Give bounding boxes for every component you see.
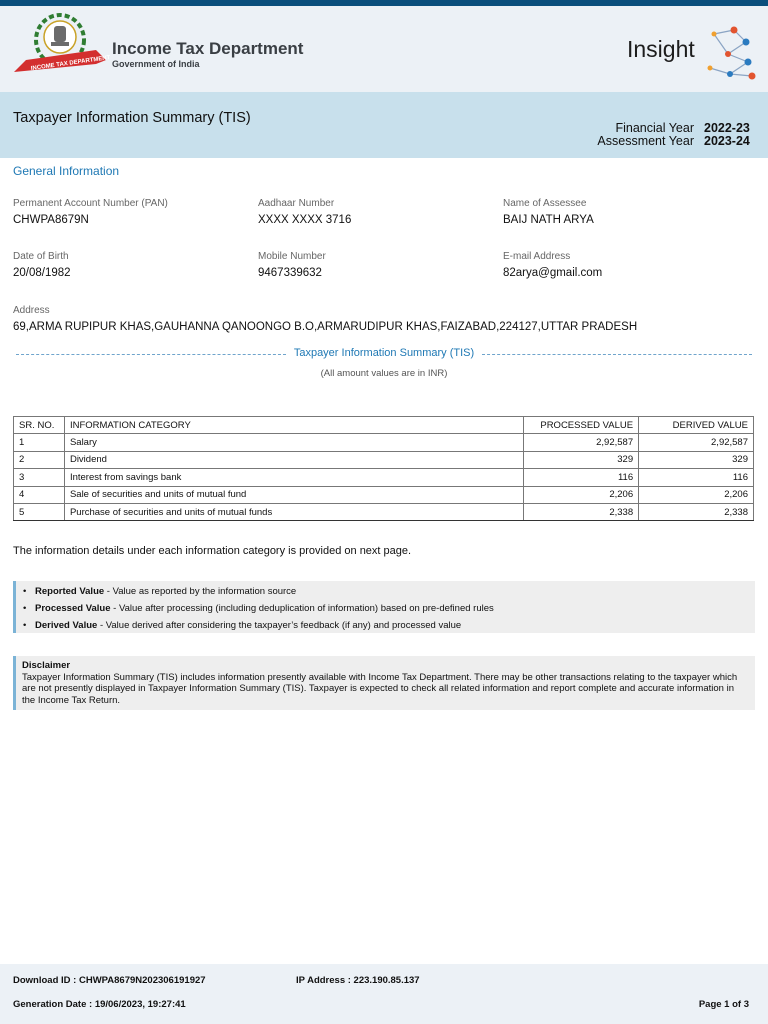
- table-row: [14, 503, 754, 520]
- page-title: Taxpayer Information Summary (TIS): [13, 110, 251, 126]
- definition-term: Processed Value: [35, 602, 111, 614]
- aadhaar-value: XXXX XXXX 3716: [258, 214, 352, 226]
- definition-item: [23, 619, 755, 636]
- category-cell: Purchase of securities and units of mutual funds: [64, 503, 523, 520]
- derived-value-cell: 116: [639, 469, 754, 486]
- table-row: [14, 451, 754, 468]
- processed-value-cell: 2,206: [524, 486, 639, 503]
- insight-network-icon: [704, 24, 764, 84]
- tis-section-divider: [16, 347, 752, 361]
- mobile-value: 9467339632: [258, 267, 322, 279]
- assessment-year-label: Assessment Year: [597, 134, 694, 148]
- dob-label: Date of Birth: [13, 251, 69, 262]
- table-row: [14, 486, 754, 503]
- financial-year: [615, 121, 752, 135]
- ip-address: IP Address : 223.190.85.137: [296, 975, 420, 986]
- processed-value-cell: 329: [524, 451, 639, 468]
- definition-term: Derived Value: [35, 619, 98, 631]
- pan-value: CHWPA8679N: [13, 214, 89, 226]
- processed-value-cell: 2,92,587: [524, 434, 639, 451]
- definition-text: - Value as reported by the information source: [104, 586, 297, 597]
- column-header-category: INFORMATION CATEGORY: [64, 417, 523, 434]
- address-value: 69,ARMA RUPIPUR KHAS,GAUHANNA QANOONGO B.O,ARMARUDIPUR KHAS,FAIZABAD,224127,UTTAR PRADESH: [13, 321, 638, 333]
- address-label: Address: [13, 305, 50, 316]
- table-row: [14, 434, 754, 451]
- pan-label: Permanent Account Number (PAN): [13, 198, 168, 209]
- assessee-name-label: Name of Assessee: [503, 198, 587, 209]
- email-label: E-mail Address: [503, 251, 571, 262]
- definition-text: - Value derived after considering the taxpayer’s feedback (if any) and processed value: [97, 619, 462, 631]
- tis-summary-table: [13, 416, 754, 521]
- financial-year-value: 2022-23: [704, 121, 750, 135]
- department-subtitle: Government of India: [112, 59, 200, 69]
- page-number: Page 1 of 3: [698, 999, 749, 1010]
- column-header-processed-value: PROCESSED VALUE: [524, 417, 639, 434]
- bullet-icon: •: [23, 602, 27, 614]
- general-information-heading: General Information: [13, 164, 120, 178]
- disclaimer-box: [13, 656, 755, 710]
- dob-value: 20/08/1982: [13, 267, 71, 279]
- assessee-name-value: BAIJ NATH ARYA: [503, 214, 594, 226]
- processed-value-cell: 2,338: [524, 503, 639, 520]
- tis-section-title: Taxpayer Information Summary (TIS): [293, 347, 475, 359]
- assessment-year-value: 2023-24: [704, 134, 750, 148]
- table-header-row: [14, 417, 754, 434]
- sr-no-cell: 1: [14, 434, 65, 451]
- aadhaar-label: Aadhaar Number: [258, 198, 335, 209]
- page-footer: [0, 964, 768, 1024]
- value-definitions-box: [13, 581, 755, 633]
- table-row: [14, 469, 754, 486]
- financial-year-label: Financial Year: [615, 121, 694, 135]
- disclaimer-text: Taxpayer Information Summary (TIS) includes information presently available with Income Tax Department. There may be other transactions relating to the taxpayer which are not presently displayed in Taxpayer Information Summary (TIS). Taxpayer is expected to check all related information and report complete and accurate information in the Income Tax Return.: [22, 671, 738, 706]
- category-cell: Sale of securities and units of mutual fund: [64, 486, 523, 503]
- column-header-sr-no: SR. NO.: [14, 417, 65, 434]
- sr-no-cell: 5: [14, 503, 65, 520]
- assessment-year: [597, 134, 752, 148]
- emblem-banner-text: INCOME TAX DEPARTMENT: [30, 55, 111, 73]
- department-title: Income Tax Department: [112, 39, 304, 58]
- income-tax-emblem-icon: [12, 10, 112, 80]
- definition-text: - Value after processing (including deduplication of information) based on pre-defined rules: [110, 602, 494, 614]
- derived-value-cell: 2,92,587: [639, 434, 754, 451]
- disclaimer-heading: Disclaimer: [22, 660, 71, 671]
- processed-value-cell: 116: [524, 469, 639, 486]
- currency-note: (All amount values are in INR): [320, 368, 448, 379]
- divider-line-right: [482, 354, 752, 355]
- derived-value-cell: 2,338: [639, 503, 754, 520]
- category-cell: Interest from savings bank: [64, 469, 523, 486]
- definition-item: [23, 602, 755, 619]
- bullet-icon: •: [23, 619, 27, 631]
- bullet-icon: •: [23, 586, 27, 597]
- generation-date: Generation Date : 19/06/2023, 19:27:41: [13, 999, 186, 1010]
- category-cell: Dividend: [64, 451, 523, 468]
- sr-no-cell: 2: [14, 451, 65, 468]
- mobile-label: Mobile Number: [258, 251, 326, 262]
- sr-no-cell: 4: [14, 486, 65, 503]
- column-header-derived-value: DERIVED VALUE: [639, 417, 754, 434]
- derived-value-cell: 329: [639, 451, 754, 468]
- info-details-note: The information details under each information category is provided on next page.: [13, 545, 412, 557]
- category-cell: Salary: [64, 434, 523, 451]
- email-value: 82arya@gmail.com: [503, 267, 603, 279]
- download-id: Download ID : CHWPA8679N202306191927: [13, 975, 206, 986]
- sr-no-cell: 3: [14, 469, 65, 486]
- definition-item: [23, 585, 755, 602]
- derived-value-cell: 2,206: [639, 486, 754, 503]
- definitions-list: [16, 581, 755, 635]
- insight-brand: Insight: [627, 36, 695, 62]
- definition-term: Reported Value: [35, 586, 105, 597]
